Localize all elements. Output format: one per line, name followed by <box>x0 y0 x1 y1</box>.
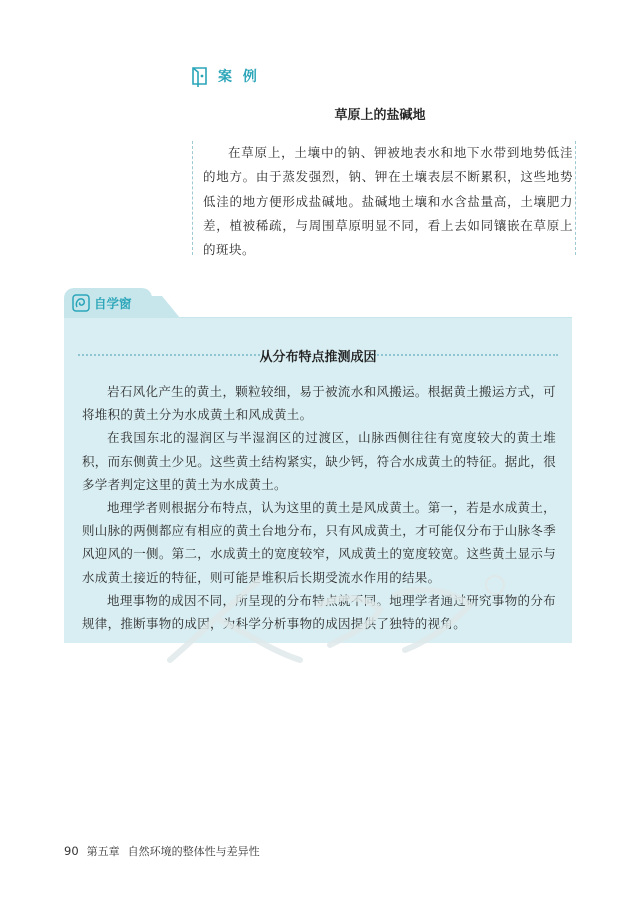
chapter-number: 第五章 <box>86 845 120 858</box>
page-footer <box>64 843 260 859</box>
study-top-line <box>176 317 572 318</box>
case-header <box>190 64 260 88</box>
study-paragraph: 地理事物的成因不同，所呈现的分布特点就不同。地理学者通过研究事物的分布规律，推断事物的成因，为科学分析事物的成因提供了独特的视角。 <box>82 592 556 632</box>
study-paragraph: 在我国东北的湿润区与半湿润区的过渡区，山脉西侧往往有宽度较大的黄土堆积，而东侧黄土少见。这些黄土结构紧实，缺少钙，符合水成黄土的特征。据此，很多学者判定这里的黄土为水成黄土。 <box>82 430 556 492</box>
study-text <box>82 380 556 635</box>
study-paragraph: 地理学者则根据分布特点，认为这里的黄土是风成黄土。第一，若是水成黄土，则山脉的两侧都应有相应的黄土台地分布，只有风成黄土，才可能仅分布于山脉冬季风迎风的一侧。第二，水成黄土的宽度较窄，风成黄土的宽度较宽。这些黄土显示与水成黄土接近的特征，则可能是堆积后长期受流水作用的结果。 <box>82 500 556 585</box>
study-title: 从分布特点推测成因 <box>259 350 377 365</box>
book-icon <box>190 65 212 87</box>
study-tab-slope <box>150 296 180 318</box>
case-label: 案 例 <box>218 69 260 85</box>
chapter-title: 自然环境的整体性与差异性 <box>127 845 260 858</box>
case-paragraph: 在草原上，土壤中的钠、钾被地表水和地下水带到地势低洼的地方。由于蒸发强烈，钠、钾在土壤表层不断累积，这些地势低洼的地方便形成盐碱地。盐碱地土壤和水含盐量高，土壤肥力差，植被稀疏，与周围草原明显不同，看上去如同镶嵌在草原上的斑块。 <box>203 145 573 258</box>
study-tab <box>64 288 152 318</box>
study-paragraph: 岩石风化产生的黄土，颗粒较细，易于被流水和风搬运。根据黄土搬运方式，可将堆积的黄土分为水成黄土和风成黄土。 <box>82 384 556 423</box>
case-body <box>192 141 576 258</box>
swirl-icon <box>72 294 90 312</box>
case-title: 草原上的盐碱地 <box>334 108 426 123</box>
page-number: 90 <box>64 844 79 858</box>
study-label: 自学窗 <box>94 296 132 311</box>
self-study-window <box>64 288 572 643</box>
